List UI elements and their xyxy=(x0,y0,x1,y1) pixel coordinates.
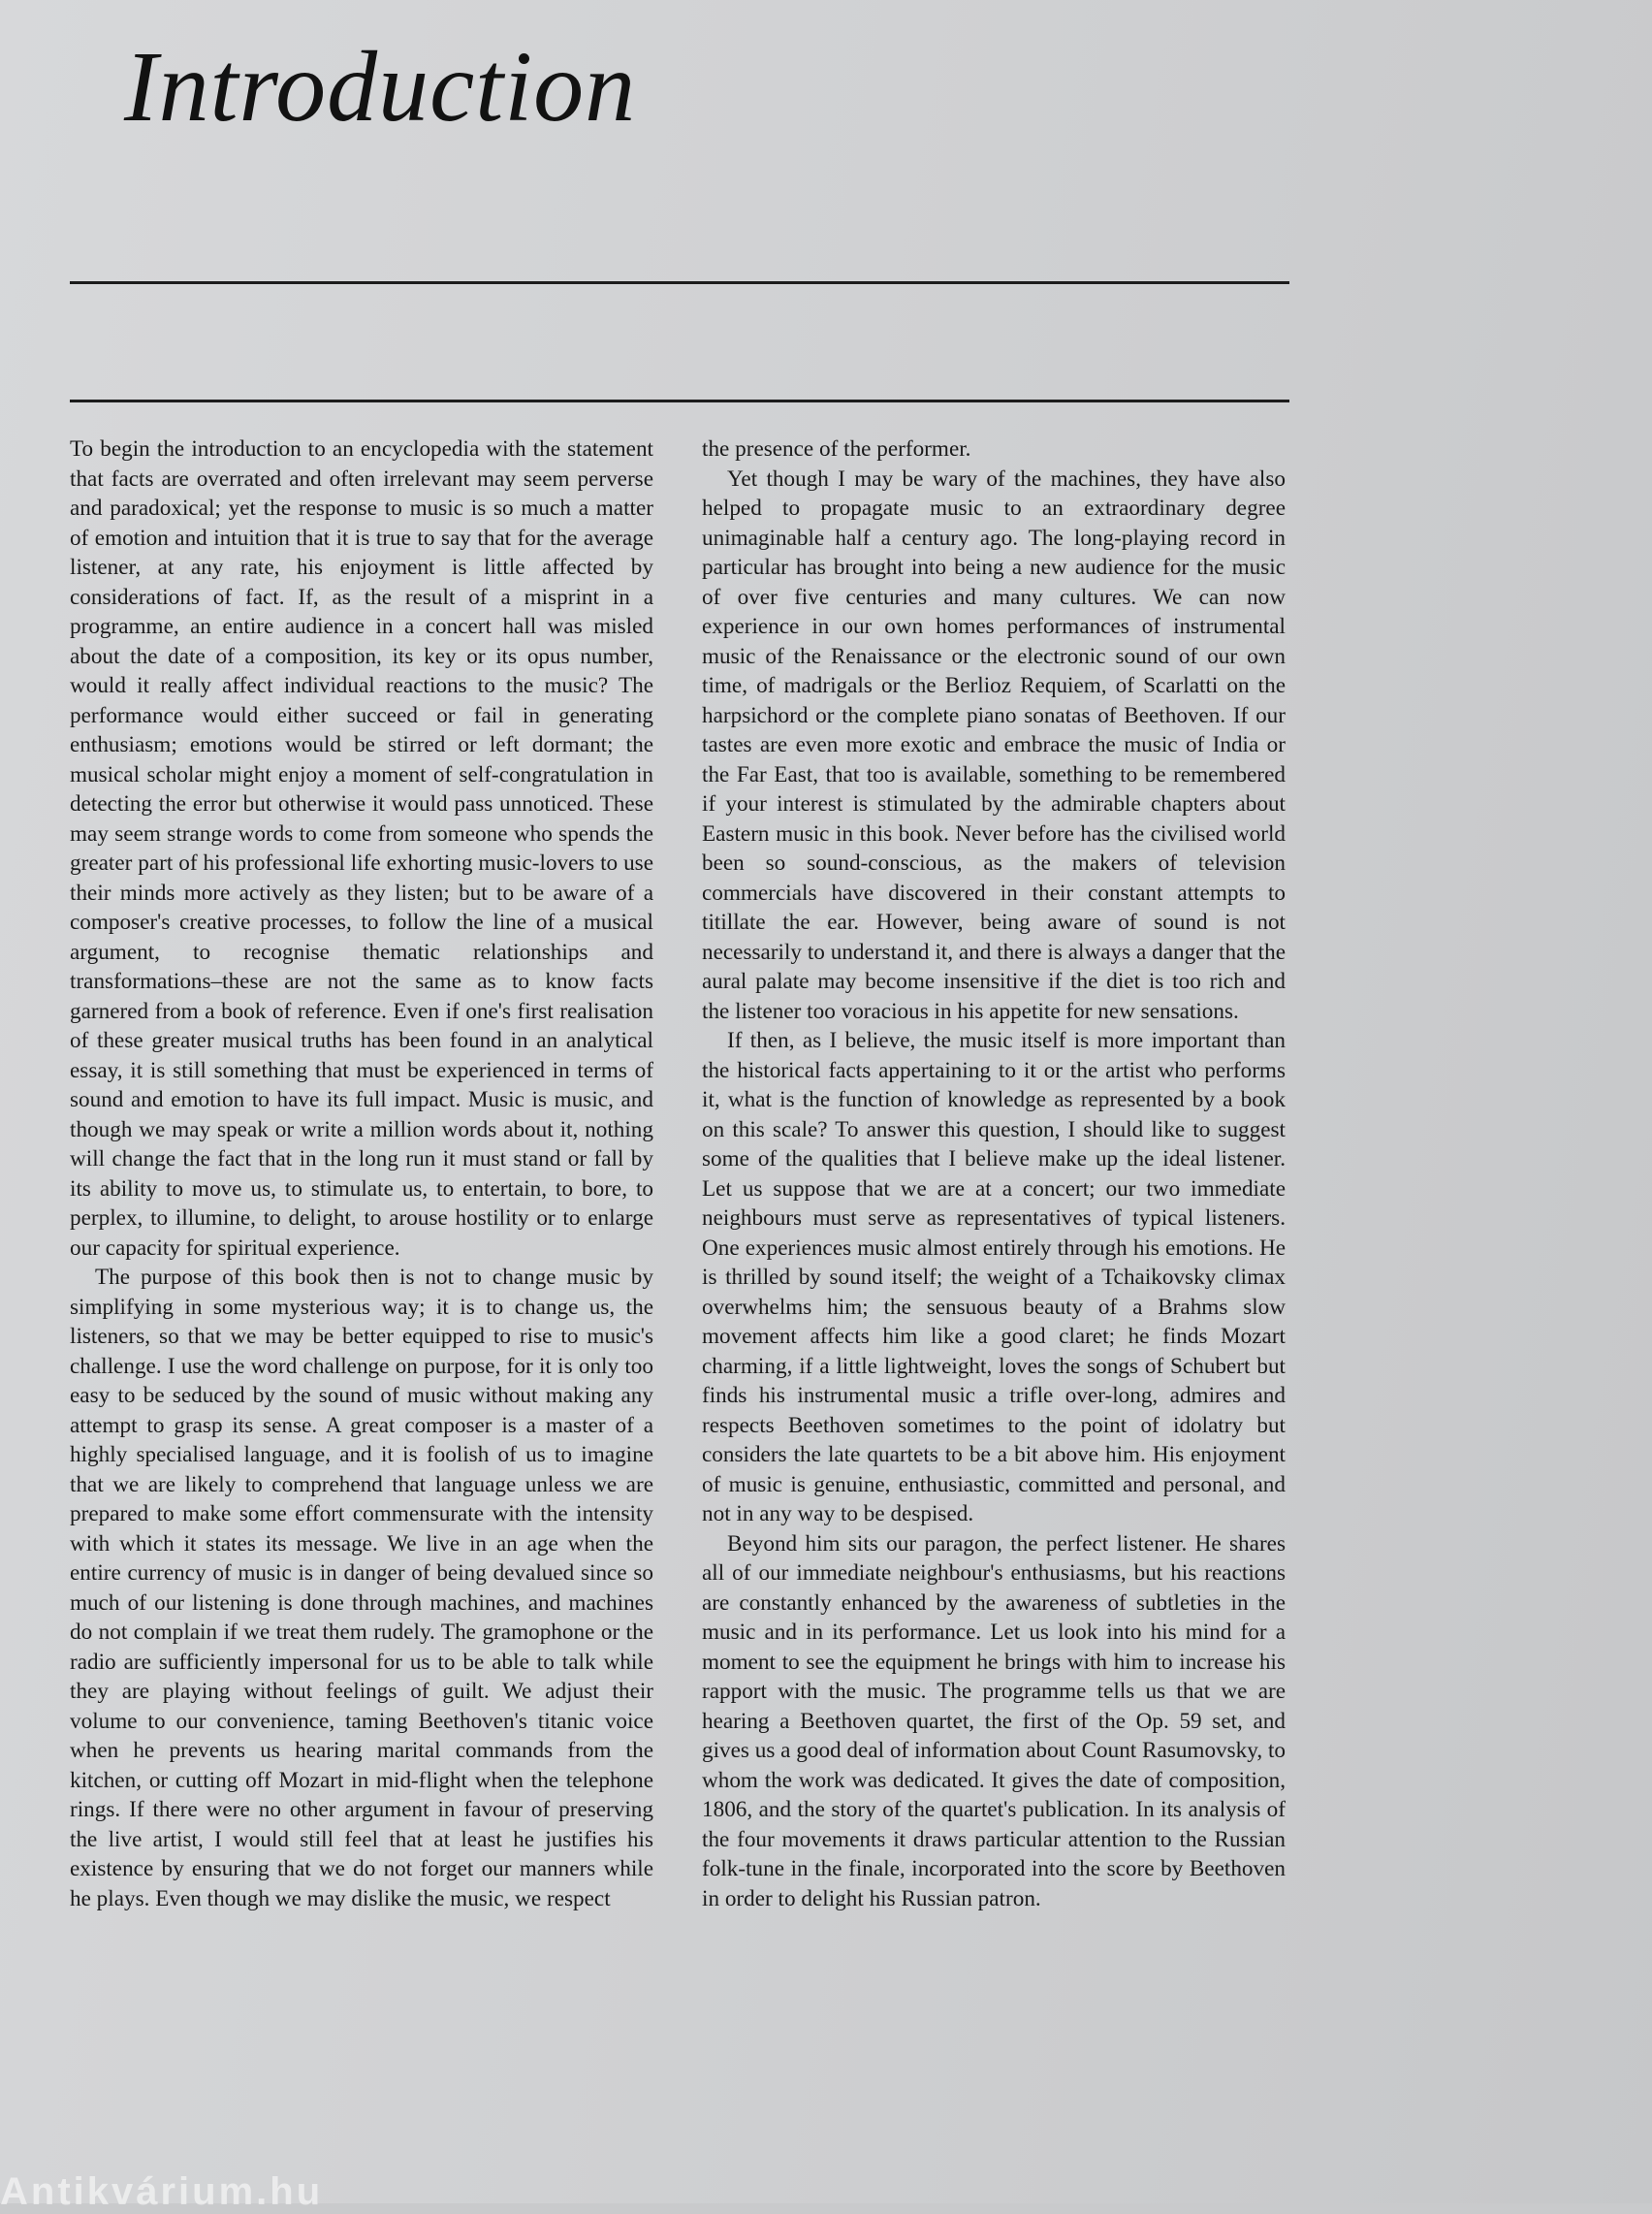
watermark: Antikvárium.hu xyxy=(0,2170,324,2213)
right-text-column xyxy=(702,434,1286,1913)
paragraph: To begin the introduction to an encyclopedia with the statement that facts are overrated and often irrelevant may seem perverse and paradoxical; yet the response to music is so much a matter of emotion and intuition that it is true to say that for the average listener, at any rate, his enjoyment is little affected by considerations of fact. If, as the result of a misprint in a programme, an entire audience in a concert hall was misled about the date of a composition, its key or its opus number, would it really affect individual reactions to the music? The performance would either succeed or fail in generating enthusiasm; emotions would be stirred or left dormant; the musical scholar might enjoy a moment of self-congratulation in detecting the error but otherwise it would pass unnoticed. These may seem strange words to come from someone who spends the greater part of his professional life exhorting music-lovers to use their minds more actively as they listen; but to be aware of a composer's creative processes, to follow the line of a musical argument, to recognise thematic relationships and transformations–these are not the same as to know facts garnered from a book of reference. Even if one's first realisation of these greater musical truths has been found in an analytical essay, it is still something that must be experienced in terms of sound and emotion to have its full impact. Music is music, and though we may speak or write a million words about it, nothing will change the fact that in the long run it must stand or fall by its ability to move us, to stimulate us, to entertain, to bore, to perplex, to illumine, to delight, to arouse hostility or to enlarge our capacity for spiritual experience. xyxy=(70,436,653,1261)
chapter-title: Introduction xyxy=(124,31,637,143)
paragraph: Beyond him sits our paragon, the perfect listener. He shares all of our immediate neighbour's enthusiasms, but his reactions are constantly enhanced by the awareness of subtleties in the music and in its performance. Let us look into his mind for a moment to see the equipment he brings with him to increase his rapport with the music. The programme tells us that we are hearing a Beethoven quartet, the first of the Op. 59 set, and gives us a good deal of information about Count Rasumovsky, to whom the work was dedicated. It gives the date of composition, 1806, and the story of the quartet's publication. In its analysis of the four movements it draws particular attention to the Russian folk-tune in the finale, incorporated into the score by Beethoven in order to delight his Russian patron. xyxy=(702,1530,1286,1911)
top-rule xyxy=(70,281,1289,284)
paragraph: If then, as I believe, the music itself is more important than the historical facts appertaining to it or the artist who performs it, what is the function of knowledge as represented by a book on this scale? To answer this question, I should like to suggest some of the qualities that I believe make up the ideal listener. Let us suppose that we are at a concert; our two immediate neighbours must serve as representatives of typical listeners. One experiences music almost entirely through his emotions. He is thrilled by sound itself; the weight of a Tchaikovsky climax overwhelms him; the sensuous beauty of a Brahms slow movement affects him like a good claret; he finds Mozart charming, if a little lightweight, loves the songs of Schubert but finds his instrumental music a trifle over-long, admires and respects Beethoven sometimes to the point of idolatry but considers the late quartets to be a bit above him. His enjoyment of music is genuine, enthusiastic, committed and personal, and not in any way to be despised. xyxy=(702,1028,1286,1526)
paragraph: Yet though I may be wary of the machines, they have also helped to propagate music to an extraordinary degree unimaginable half a century ago. The long-playing record in particular has brought into being a new audience for the music of over five centuries and many cultures. We can now experience in our own homes performances of instrumental music of the Renaissance or the electronic sound of our own time, of madrigals or the Berlioz Requiem, of Scarlatti on the harpsichord or the complete piano sonatas of Beethoven. If our tastes are even more exotic and embrace the music of India or the Far East, that too is available, something to be remembered if your interest is stimulated by the admirable chapters about Eastern music in this book. Never before has the civilised world been so sound-conscious, as the makers of television commercials have discovered in their constant attempts to titillate the ear. However, being aware of sound is not necessarily to understand it, and there is always a danger that the aural palate may become insensitive if the diet is too rich and the listener too voracious in his appetite for new sensations. xyxy=(702,465,1286,1024)
bottom-rule xyxy=(70,400,1289,402)
left-text-column xyxy=(70,434,653,1913)
paragraph: The purpose of this book then is not to change music by simplifying in some mysterious way; it is to change us, the listeners, so that we may be better equipped to rise to music's challenge. I use the word challenge on purpose, for it is only too easy to be seduced by the sound of music without making any attempt to grasp its sense. A great composer is a master of a highly specialised language, and it is foolish of us to imagine that we are likely to comprehend that language unless we are prepared to make some effort commensurate with the intensity with which it states its message. We live in an age when the entire currency of music is in danger of being devalued since so much of our listening is done through machines, and machines do not complain if we treat them rudely. The gramophone or the radio are sufficiently impersonal for us to be able to talk while they are playing without feelings of guilt. We adjust their volume to our convenience, taming Beethoven's titanic voice when he prevents us hearing marital commands from the kitchen, or cutting off Mozart in mid-flight when the telephone rings. If there were no other argument in favour of preserving the live artist, I would still feel that at least he justifies his existence by ensuring that we do not forget our manners while he plays. Even though we may dislike the music, we respect xyxy=(70,1265,653,1911)
paragraph: the presence of the performer. xyxy=(702,436,971,462)
